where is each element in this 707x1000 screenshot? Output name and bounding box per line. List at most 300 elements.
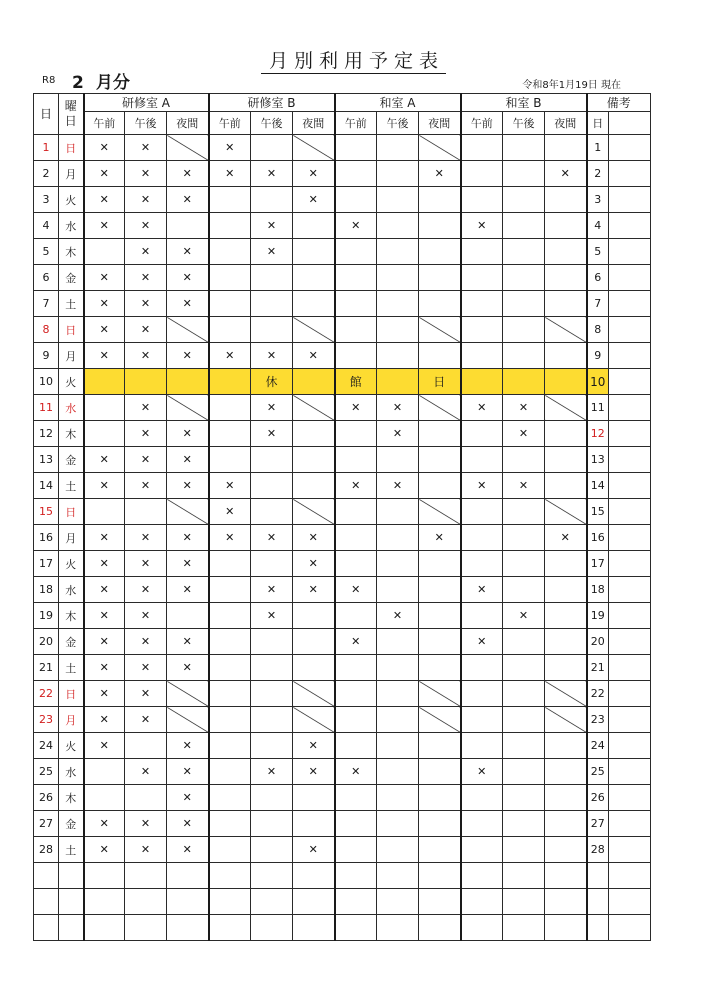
slot-washitsu-a-am (335, 551, 377, 577)
unavailable-slash (167, 707, 209, 733)
slot-kenshu-b-am (209, 551, 251, 577)
booked-mark: ✕ (84, 317, 125, 343)
slot-washitsu-a-am (335, 707, 377, 733)
booked-mark: ✕ (167, 733, 209, 759)
slot-kenshu-b-night (293, 213, 335, 239)
booked-mark: ✕ (125, 421, 167, 447)
booked-mark: ✕ (125, 473, 167, 499)
booked-mark: ✕ (84, 629, 125, 655)
slot-washitsu-b-pm (503, 577, 545, 603)
slot-washitsu-a-am (335, 265, 377, 291)
remarks-cell (609, 161, 651, 187)
booked-mark: ✕ (84, 603, 125, 629)
booked-mark: ✕ (167, 161, 209, 187)
unavailable-slash (167, 395, 209, 421)
session-header-washitsu-b-pm: 午後 (503, 112, 545, 135)
booked-mark: ✕ (293, 343, 335, 369)
slot-kenshu-a-am (84, 785, 125, 811)
slot-washitsu-b-am (461, 187, 503, 213)
slot-washitsu-b-am (461, 785, 503, 811)
slot-washitsu-a-am (335, 525, 377, 551)
booked-mark: ✕ (167, 577, 209, 603)
table-row (34, 239, 651, 265)
booked-mark: ✕ (125, 603, 167, 629)
table-row (34, 473, 651, 499)
slot-kenshu-a-am (84, 239, 125, 265)
slot-washitsu-b-night (545, 655, 587, 681)
slot-kenshu-b-night (293, 447, 335, 473)
remarks-cell (609, 733, 651, 759)
table-row (34, 759, 651, 785)
booked-mark: ✕ (293, 759, 335, 785)
day-cell: 16 (34, 525, 59, 551)
slot-washitsu-b-night (545, 421, 587, 447)
booked-mark: ✕ (167, 785, 209, 811)
slot-washitsu-b-am (461, 161, 503, 187)
weekday-cell: 火 (59, 551, 84, 577)
slot-washitsu-a-pm (377, 291, 419, 317)
day-cell: 28 (34, 837, 59, 863)
remarks-day-cell: 21 (587, 655, 609, 681)
slot-washitsu-b-am (461, 525, 503, 551)
booked-mark: ✕ (84, 525, 125, 551)
slot-washitsu-a-pm (377, 135, 419, 161)
slot-washitsu-a-am (335, 161, 377, 187)
remarks-cell (609, 707, 651, 733)
empty-cell (377, 889, 419, 915)
empty-cell (209, 889, 251, 915)
slot-washitsu-b-pm (503, 707, 545, 733)
day-cell: 15 (34, 499, 59, 525)
slot-washitsu-a-am (335, 681, 377, 707)
booked-mark: ✕ (251, 759, 293, 785)
slot-washitsu-a-am (335, 291, 377, 317)
slot-washitsu-a-pm (377, 239, 419, 265)
slot-washitsu-b-pm (503, 265, 545, 291)
day-cell: 25 (34, 759, 59, 785)
slot-washitsu-b-pm (503, 291, 545, 317)
remarks-cell (609, 577, 651, 603)
slot-kenshu-b-pm (251, 837, 293, 863)
slot-washitsu-a-night (419, 239, 461, 265)
booked-mark: ✕ (209, 499, 251, 525)
schedule-table (33, 93, 651, 941)
slot-washitsu-b-pm (503, 681, 545, 707)
slot-washitsu-b-pm (503, 317, 545, 343)
room-header-washitsu-b: 和室 B (461, 94, 587, 112)
booked-mark: ✕ (335, 395, 377, 421)
month-label (72, 68, 130, 93)
unavailable-slash (167, 681, 209, 707)
booked-mark: ✕ (125, 135, 167, 161)
unavailable-slash (293, 317, 335, 343)
day-header: 日 (34, 94, 59, 135)
booked-mark: ✕ (167, 239, 209, 265)
table-row (34, 161, 651, 187)
remarks-day-cell: 5 (587, 239, 609, 265)
booked-mark: ✕ (125, 811, 167, 837)
booked-mark: ✕ (251, 603, 293, 629)
slot-washitsu-b-am (461, 499, 503, 525)
session-header-washitsu-b-night: 夜間 (545, 112, 587, 135)
remarks-cell (609, 187, 651, 213)
slot-washitsu-a-night (419, 655, 461, 681)
empty-cell (461, 915, 503, 941)
slot-washitsu-b-pm (503, 837, 545, 863)
slot-washitsu-a-night (419, 343, 461, 369)
remarks-cell (609, 421, 651, 447)
remarks-day-cell: 12 (587, 421, 609, 447)
slot-kenshu-b-am (209, 317, 251, 343)
day-cell: 19 (34, 603, 59, 629)
booked-mark: ✕ (84, 447, 125, 473)
booked-mark: ✕ (167, 343, 209, 369)
slot-washitsu-a-night (419, 603, 461, 629)
booked-mark: ✕ (461, 473, 503, 499)
session-header-kenshu-b-night: 夜間 (293, 112, 335, 135)
remarks-day-cell: 3 (587, 187, 609, 213)
empty-row (34, 915, 651, 941)
remarks-day-cell: 20 (587, 629, 609, 655)
booked-mark: ✕ (125, 577, 167, 603)
slot-washitsu-b-night (545, 291, 587, 317)
slot-kenshu-b-pm (251, 785, 293, 811)
booked-mark: ✕ (84, 811, 125, 837)
slot-washitsu-b-pm (503, 785, 545, 811)
slot-kenshu-a-am (84, 395, 125, 421)
table-row (34, 629, 651, 655)
empty-cell (609, 915, 651, 941)
remarks-day-cell: 28 (587, 837, 609, 863)
slot-washitsu-b-night (545, 759, 587, 785)
table-row (34, 577, 651, 603)
remarks-day-cell: 2 (587, 161, 609, 187)
slot-kenshu-b-am (209, 239, 251, 265)
session-header-kenshu-a-pm: 午後 (125, 112, 167, 135)
booked-mark: ✕ (335, 213, 377, 239)
table-row (34, 265, 651, 291)
slot-kenshu-a-am (84, 759, 125, 785)
unavailable-slash (545, 681, 587, 707)
booked-mark: ✕ (84, 551, 125, 577)
slot-kenshu-b-am (209, 837, 251, 863)
slot-kenshu-b-pm (251, 473, 293, 499)
empty-cell (167, 889, 209, 915)
booked-mark: ✕ (125, 343, 167, 369)
slot-kenshu-b-am (209, 759, 251, 785)
remarks-day-cell: 1 (587, 135, 609, 161)
booked-mark: ✕ (251, 161, 293, 187)
slot-washitsu-b-night (545, 785, 587, 811)
empty-cell (545, 889, 587, 915)
weekday-cell: 木 (59, 239, 84, 265)
slot-kenshu-b-pm (251, 629, 293, 655)
booked-mark: ✕ (167, 837, 209, 863)
unavailable-slash (545, 317, 587, 343)
empty-cell (167, 915, 209, 941)
slot-washitsu-b-pm (503, 213, 545, 239)
remarks-cell (609, 759, 651, 785)
booked-mark: ✕ (503, 473, 545, 499)
unavailable-slash (293, 681, 335, 707)
header-row-rooms (34, 94, 651, 112)
remarks-day-cell: 25 (587, 759, 609, 785)
slot-washitsu-a-pm (377, 629, 419, 655)
slot-washitsu-a-pm (377, 837, 419, 863)
booked-mark: ✕ (167, 447, 209, 473)
unavailable-slash (419, 681, 461, 707)
day-cell: 14 (34, 473, 59, 499)
empty-cell (84, 889, 125, 915)
remarks-cell (609, 213, 651, 239)
booked-mark: ✕ (419, 525, 461, 551)
slot-washitsu-b-night (545, 811, 587, 837)
empty-cell (545, 915, 587, 941)
empty-cell (59, 915, 84, 941)
booked-mark: ✕ (293, 525, 335, 551)
slot-washitsu-b-am (461, 291, 503, 317)
booked-mark: ✕ (125, 265, 167, 291)
room-header-washitsu-a: 和室 A (335, 94, 461, 112)
closed-day-label: 館 (335, 369, 377, 395)
slot-washitsu-a-night (419, 577, 461, 603)
empty-cell (461, 889, 503, 915)
table-row (34, 369, 651, 395)
slot-washitsu-a-am (335, 187, 377, 213)
slot-kenshu-b-am (209, 733, 251, 759)
booked-mark: ✕ (167, 421, 209, 447)
slot-washitsu-a-night (419, 187, 461, 213)
weekday-cell: 木 (59, 421, 84, 447)
booked-mark: ✕ (84, 161, 125, 187)
slot-washitsu-a-pm (377, 161, 419, 187)
empty-cell (293, 889, 335, 915)
slot-washitsu-a-am (335, 421, 377, 447)
booked-mark: ✕ (125, 317, 167, 343)
booked-mark: ✕ (545, 161, 587, 187)
booked-mark: ✕ (461, 213, 503, 239)
slot-kenshu-b-am (209, 785, 251, 811)
slot-washitsu-a-pm (377, 785, 419, 811)
empty-cell (503, 863, 545, 889)
session-header-kenshu-a-night: 夜間 (167, 112, 209, 135)
slot-washitsu-b-am (461, 551, 503, 577)
weekday-cell: 月 (59, 161, 84, 187)
weekday-cell: 日 (59, 681, 84, 707)
slot-washitsu-a-am (335, 447, 377, 473)
remarks-cell (609, 343, 651, 369)
booked-mark: ✕ (125, 187, 167, 213)
unavailable-slash (167, 135, 209, 161)
table-row (34, 187, 651, 213)
booked-mark: ✕ (335, 473, 377, 499)
booked-mark: ✕ (377, 603, 419, 629)
remarks-day-cell: 4 (587, 213, 609, 239)
booked-mark: ✕ (125, 551, 167, 577)
slot-washitsu-a-pm (377, 811, 419, 837)
slot-washitsu-b-am (461, 421, 503, 447)
day-cell: 11 (34, 395, 59, 421)
slot-washitsu-b-am (461, 733, 503, 759)
slot-washitsu-a-pm (377, 369, 419, 395)
day-cell: 27 (34, 811, 59, 837)
empty-cell (167, 863, 209, 889)
slot-washitsu-a-night (419, 733, 461, 759)
slot-washitsu-b-am (461, 707, 503, 733)
weekday-cell: 日 (59, 317, 84, 343)
empty-cell (59, 863, 84, 889)
slot-washitsu-a-night (419, 473, 461, 499)
slot-kenshu-b-am (209, 629, 251, 655)
remarks-day-cell: 23 (587, 707, 609, 733)
booked-mark: ✕ (293, 551, 335, 577)
slot-kenshu-a-night (167, 369, 209, 395)
booked-mark: ✕ (125, 213, 167, 239)
slot-kenshu-b-night (293, 265, 335, 291)
session-header-washitsu-a-night: 夜間 (419, 112, 461, 135)
booked-mark: ✕ (167, 473, 209, 499)
slot-washitsu-b-pm (503, 187, 545, 213)
booked-mark: ✕ (125, 291, 167, 317)
booked-mark: ✕ (167, 759, 209, 785)
remarks-day-cell: 15 (587, 499, 609, 525)
remarks-day-cell: 6 (587, 265, 609, 291)
day-cell: 7 (34, 291, 59, 317)
slot-kenshu-b-am (209, 421, 251, 447)
booked-mark: ✕ (251, 421, 293, 447)
table-row (34, 291, 651, 317)
booked-mark: ✕ (251, 525, 293, 551)
weekday-cell: 日 (59, 499, 84, 525)
empty-row (34, 863, 651, 889)
slot-washitsu-b-am (461, 447, 503, 473)
booked-mark: ✕ (167, 551, 209, 577)
slot-washitsu-b-pm (503, 733, 545, 759)
slot-washitsu-a-night (419, 213, 461, 239)
weekday-cell: 土 (59, 655, 84, 681)
session-header-kenshu-b-pm: 午後 (251, 112, 293, 135)
slot-kenshu-b-am (209, 707, 251, 733)
remarks-cell (609, 603, 651, 629)
booked-mark: ✕ (84, 187, 125, 213)
booked-mark: ✕ (461, 759, 503, 785)
day-cell: 3 (34, 187, 59, 213)
booked-mark: ✕ (293, 577, 335, 603)
empty-cell (209, 863, 251, 889)
weekday-cell: 土 (59, 291, 84, 317)
remarks-header: 備考 (587, 94, 651, 112)
slot-washitsu-a-night (419, 837, 461, 863)
slot-kenshu-b-pm (251, 187, 293, 213)
slot-washitsu-a-am (335, 811, 377, 837)
weekday-cell: 金 (59, 265, 84, 291)
weekday-cell: 金 (59, 811, 84, 837)
slot-washitsu-b-pm (503, 135, 545, 161)
month-number: 2 (72, 73, 84, 93)
month-suffix: 月分 (95, 73, 130, 93)
remarks-day-cell: 9 (587, 343, 609, 369)
weekday-cell: 水 (59, 759, 84, 785)
booked-mark: ✕ (503, 603, 545, 629)
day-cell: 17 (34, 551, 59, 577)
booked-mark: ✕ (251, 213, 293, 239)
unavailable-slash (293, 707, 335, 733)
slot-washitsu-a-night (419, 811, 461, 837)
day-cell: 1 (34, 135, 59, 161)
slot-washitsu-a-night (419, 759, 461, 785)
slot-washitsu-b-night (545, 239, 587, 265)
slot-kenshu-b-am (209, 395, 251, 421)
empty-cell (251, 889, 293, 915)
remarks-cell (609, 447, 651, 473)
unavailable-slash (419, 135, 461, 161)
slot-washitsu-b-night (545, 447, 587, 473)
unavailable-slash (419, 317, 461, 343)
slot-washitsu-a-pm (377, 317, 419, 343)
empty-cell (419, 863, 461, 889)
remarks-cell (609, 551, 651, 577)
booked-mark: ✕ (209, 135, 251, 161)
remarks-cell (609, 291, 651, 317)
slot-washitsu-b-pm (503, 525, 545, 551)
slot-washitsu-b-night (545, 577, 587, 603)
closed-day-label: 日 (419, 369, 461, 395)
unavailable-slash (545, 499, 587, 525)
empty-cell (59, 889, 84, 915)
session-header-kenshu-a-am: 午前 (84, 112, 125, 135)
remarks-cell (609, 369, 651, 395)
slot-kenshu-b-night (293, 291, 335, 317)
remarks-cell (609, 473, 651, 499)
remarks-day-cell: 7 (587, 291, 609, 317)
booked-mark: ✕ (125, 239, 167, 265)
slot-washitsu-b-pm (503, 629, 545, 655)
slot-washitsu-b-pm (503, 161, 545, 187)
empty-cell (251, 915, 293, 941)
slot-washitsu-a-pm (377, 681, 419, 707)
slot-kenshu-a-am (84, 499, 125, 525)
slot-kenshu-b-am (209, 291, 251, 317)
booked-mark: ✕ (209, 473, 251, 499)
weekday-cell: 土 (59, 837, 84, 863)
remarks-day-cell: 27 (587, 811, 609, 837)
slot-washitsu-a-night (419, 447, 461, 473)
booked-mark: ✕ (84, 577, 125, 603)
booked-mark: ✕ (377, 421, 419, 447)
empty-cell (84, 863, 125, 889)
slot-washitsu-b-am (461, 239, 503, 265)
slot-washitsu-b-night (545, 551, 587, 577)
slot-washitsu-b-am (461, 343, 503, 369)
slot-washitsu-a-night (419, 421, 461, 447)
booked-mark: ✕ (84, 265, 125, 291)
slot-washitsu-a-pm (377, 265, 419, 291)
remarks-day-cell: 8 (587, 317, 609, 343)
weekday-cell: 月 (59, 707, 84, 733)
empty-cell (251, 863, 293, 889)
booked-mark: ✕ (251, 577, 293, 603)
slot-kenshu-a-night (167, 603, 209, 629)
slot-washitsu-b-am (461, 811, 503, 837)
day-cell: 10 (34, 369, 59, 395)
weekday-cell: 金 (59, 629, 84, 655)
remarks-day-cell: 18 (587, 577, 609, 603)
booked-mark: ✕ (167, 811, 209, 837)
booked-mark: ✕ (167, 291, 209, 317)
booked-mark: ✕ (377, 395, 419, 421)
slot-washitsu-b-am (461, 837, 503, 863)
remarks-cell (609, 629, 651, 655)
